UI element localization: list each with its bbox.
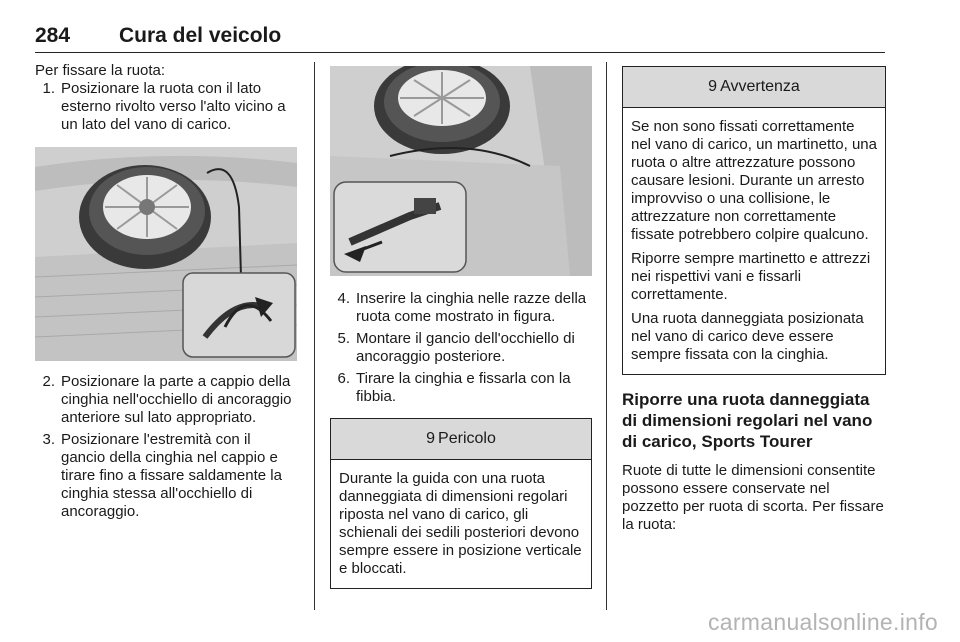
step-text: Inserire la cinghia nelle razze della ruota come mostrato in figura. <box>356 290 587 325</box>
danger-box-header <box>331 419 591 460</box>
step-number: 2. <box>42 373 55 390</box>
column-divider <box>314 62 315 610</box>
step-text: Posizionare l'estremità con il gancio della cinghia nel cappio e tirare fino a fissare saldamente la cinghia stessa all'occhiello di ancoraggio. <box>61 431 282 520</box>
column-divider <box>606 62 607 610</box>
warning-box <box>622 66 886 375</box>
wheel-rear-hook-image <box>330 66 592 276</box>
section-paragraph: Ruote di tutte le dimensioni consentite possono essere conservate nel pozzetto per ruota di scorta. Per fissare la ruota: <box>622 462 884 533</box>
section-heading: Riporre una ruota danneggiata di dimensioni regolari nel vano di carico, Sports Tourer <box>622 390 873 451</box>
warning-paragraph: Se non sono fissati correttamente nel vano di carico, un martinetto, una ruota o altre attrezzature possono causare lesioni. Durante un arresto improvviso o una collisione, le attrezzature non correttamente fissate potrebbero colpire qualcuno. <box>631 118 877 243</box>
illustration-wheel-strap-front <box>35 147 297 361</box>
step-text: Tirare la cinghia e fissarla con la fibbia. <box>356 370 571 405</box>
page-header <box>35 22 885 53</box>
illustration-wheel-strap-rear <box>330 66 592 276</box>
list-item <box>330 370 592 406</box>
danger-title: Pericolo <box>438 430 496 447</box>
warning-paragraph: Una ruota danneggiata posizionata nel vano di carico deve essere sempre fissata con la cinghia. <box>631 310 864 363</box>
list-item <box>35 431 297 521</box>
step-number: 6. <box>337 370 350 387</box>
intro-text: Per fissare la ruota: <box>35 62 166 79</box>
wheel-in-trunk-image <box>35 147 297 361</box>
warning-box-header <box>623 67 885 108</box>
watermark: carmanualsonline.info <box>707 609 938 635</box>
column-right <box>622 66 886 534</box>
chapter-title: Cura del veicolo <box>119 24 282 47</box>
list-item <box>330 330 592 366</box>
list-item <box>35 373 297 427</box>
step-number: 3. <box>42 431 55 448</box>
step-number: 1. <box>42 80 55 97</box>
step-text: Posizionare la ruota con il lato esterno rivolto verso l'alto vicino a un lato del vano di carico. <box>61 80 286 133</box>
step-text: Posizionare la parte a cappio della cinghia nell'occhiello di ancoraggio anteriore sul lato appropriato. <box>61 373 292 426</box>
step-number: 5. <box>337 330 350 347</box>
column-middle <box>330 66 592 589</box>
list-item <box>330 290 592 326</box>
danger-box <box>330 418 592 589</box>
page-number: 284 <box>35 24 71 47</box>
danger-symbol-icon: 9 <box>426 430 436 447</box>
step-text: Montare il gancio dell'occhiello di ancoraggio posteriore. <box>356 330 575 365</box>
warning-paragraph: Riporre sempre martinetto e attrezzi nei rispettivi vani e fissarli correttamente. <box>631 250 871 303</box>
warning-symbol-icon: 9 <box>708 78 718 95</box>
step-number: 4. <box>337 290 350 307</box>
danger-text: Durante la guida con una ruota danneggiata di dimensioni regolari riposta nel vano di carico, gli schienali dei sedili posteriori devono sempre essere in posizione verticale e bloccati. <box>339 470 582 577</box>
warning-title: Avvertenza <box>720 78 800 95</box>
list-item <box>35 80 297 134</box>
column-left <box>35 62 297 521</box>
